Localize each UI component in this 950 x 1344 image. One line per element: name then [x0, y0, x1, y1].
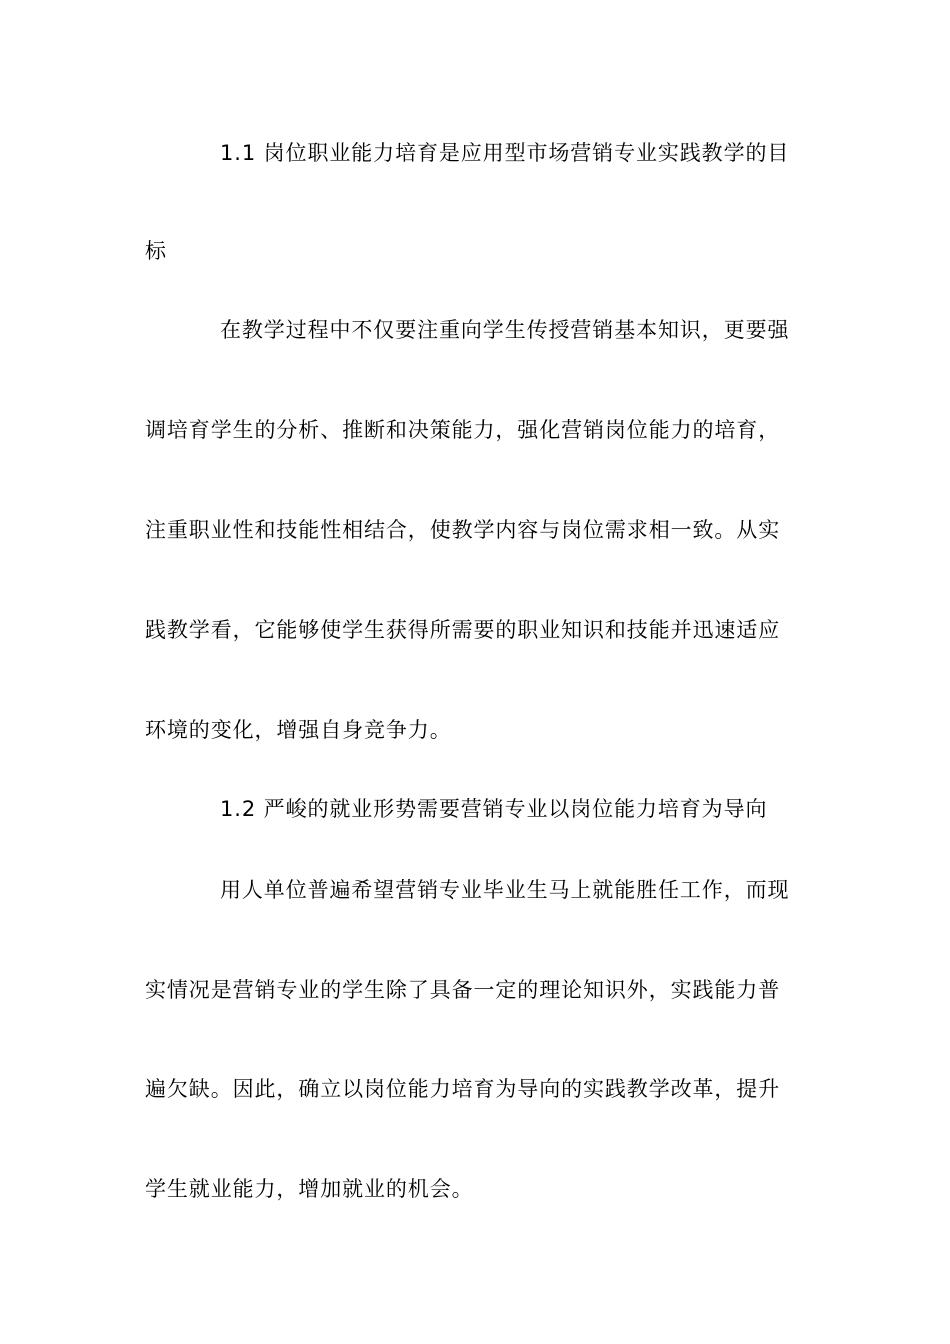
paragraph-1-line-2: 调培育学生的分析、推断和决策能力，强化营销岗位能力的培育， [145, 418, 781, 442]
paragraph-1-line-5: 环境的变化，增强自身竞争力。 [145, 718, 452, 742]
paragraph-2-line-1: 用人单位普遍希望营销专业毕业生马上就能胜任工作，而现 [220, 878, 790, 902]
paragraph-1-line-3: 注重职业性和技能性相结合，使教学内容与岗位需求相一致。从实 [145, 518, 781, 542]
paragraph-2-line-3: 遍欠缺。因此，确立以岗位能力培育为导向的实践教学改革，提升 [145, 1077, 781, 1101]
paragraph-1-line-4: 践教学看，它能够使学生获得所需要的职业知识和技能并迅速适应 [145, 618, 781, 642]
heading-1-1-line-2: 标 [145, 239, 167, 263]
paragraph-2-line-2: 实情况是营销专业的学生除了具备一定的理论知识外，实践能力普 [145, 978, 781, 1002]
heading-1-2: 1.2 严峻的就业形势需要营销专业以岗位能力培育为导向 [220, 797, 768, 821]
heading-1-1-line-1: 1.1 岗位职业能力培育是应用型市场营销专业实践教学的目 [220, 141, 790, 165]
paragraph-2-line-4: 学生就业能力，增加就业的机会。 [145, 1177, 474, 1201]
paragraph-1-line-1: 在教学过程中不仅要注重向学生传授营销基本知识，更要强 [220, 318, 790, 342]
